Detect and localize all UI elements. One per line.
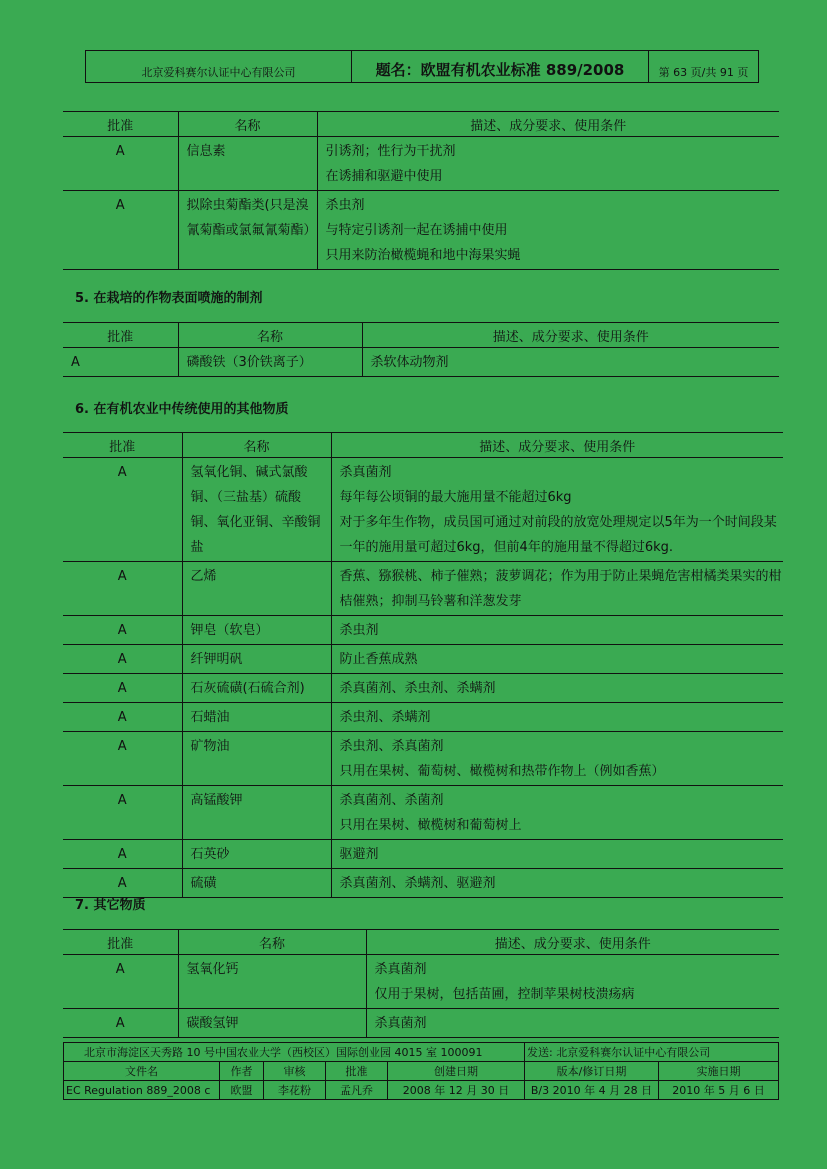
approve-cell: A [63,458,182,562]
approve-cell: A [63,645,182,674]
approve-cell: A [63,840,182,869]
desc-cell [331,562,783,616]
name-cell: 磷酸铁（3价铁离子） [178,348,362,377]
col-approve: 批准 [63,433,182,458]
footer-value: 欧盟 [220,1081,264,1100]
name-cell: 纤钾明矾 [182,645,331,674]
desc-line: 只用在果树、橄榄树和葡萄树上 [339,818,522,833]
desc-cell [331,645,783,674]
desc-line: 杀真菌剂 [374,1016,427,1031]
footer-head: 作者 [220,1062,264,1081]
col-desc: 描述、成分要求、使用条件 [362,323,779,348]
footer-head: 版本/修订日期 [525,1062,659,1081]
desc-line: 驱避剂 [339,847,379,862]
section-6-title: 6. 在有机农业中传统使用的其他物质 [75,402,289,417]
col-approve: 批准 [63,112,178,137]
name-cell: 石灰硫磺(石硫合剂) [182,674,331,703]
table-row [63,348,779,377]
desc-cell [331,703,783,732]
table-row [63,786,783,840]
approve-cell: A [63,955,178,1009]
desc-cell [317,191,779,270]
name-cell: 钾皂（软皂） [182,616,331,645]
name-cell: 石英砂 [182,840,331,869]
desc-cell [331,616,783,645]
footer-value: 李花粉 [264,1081,326,1100]
name-cell: 高锰酸钾 [182,786,331,840]
page-footer [63,1042,779,1100]
table-row [63,458,783,562]
desc-line: 只用在果树、葡萄树、橄榄树和热带作物上（例如香蕉） [339,764,665,779]
footer-head: 审核 [264,1062,326,1081]
name-cell: 矿物油 [182,732,331,786]
table-5 [63,322,779,377]
desc-line: 杀真菌剂、杀菌剂 [339,793,444,808]
desc-line: 对于多年生作物，成员国可通过对前段的放宽处理规定以5年为一个时间段某一年的施用量可超过6kg，但前4年的施用量不得超过6kg. [339,515,777,555]
section-7-title: 7. 其它物质 [75,898,146,913]
header-page-number: 第 63 页/共 91 页 [649,51,759,83]
name-cell: 乙烯 [182,562,331,616]
desc-cell [362,348,779,377]
table-7 [63,929,779,1038]
desc-cell [331,674,783,703]
footer-send: 发送: 北京爱科赛尔认证中心有限公司 [525,1043,779,1062]
approve-cell: A [63,674,182,703]
table-row [63,137,779,191]
name-cell: 石蜡油 [182,703,331,732]
name-cell: 拟除虫菊酯类(只是溴氰菊酯或氯氟氰菊酯） [178,191,317,270]
desc-line: 香蕉、猕猴桃、柿子催熟；菠萝调花；作为用于防止果蝇危害柑橘类果实的柑桔催熟；抑制马铃薯和洋葱发芽 [339,569,782,609]
desc-line: 杀真菌剂、杀螨剂、驱避剂 [339,876,496,891]
approve-cell: A [63,562,182,616]
approve-cell: A [63,732,182,786]
table-row [63,732,783,786]
desc-line: 只用来防治橄榄蝇和地中海果实蝇 [325,248,521,263]
footer-value: 2008 年 12 月 30 日 [388,1081,525,1100]
table-row [63,674,783,703]
footer-head: 实施日期 [659,1062,779,1081]
col-name: 名称 [178,323,362,348]
col-desc: 描述、成分要求、使用条件 [331,433,783,458]
desc-cell [366,955,779,1009]
footer-head: 文件名 [64,1062,220,1081]
col-name: 名称 [178,930,366,955]
desc-cell [317,137,779,191]
name-cell: 硫磺 [182,869,331,898]
desc-line: 在诱捕和驱避中使用 [325,169,443,184]
approve-cell: A [63,348,178,377]
col-approve: 批准 [63,323,178,348]
name-cell: 碳酸氢钾 [178,1009,366,1038]
page-header [85,50,759,83]
footer-value: 孟凡乔 [326,1081,388,1100]
table-row [63,703,783,732]
desc-line: 杀软体动物剂 [370,355,449,370]
desc-line: 杀虫剂 [325,198,365,213]
desc-cell [331,840,783,869]
footer-address: 北京市海淀区天秀路 10 号中国农业大学（西校区）国际创业园 4015 室 100091 [64,1043,525,1062]
footer-value: B/3 2010 年 4 月 28 日 [525,1081,659,1100]
table-row [63,616,783,645]
desc-line: 引诱剂；性行为干扰剂 [325,144,456,159]
desc-line: 仅用于果树，包括苗圃，控制苹果树枝溃疡病 [374,987,635,1002]
approve-cell: A [63,616,182,645]
table-row [63,840,783,869]
footer-head: 创建日期 [388,1062,525,1081]
col-name: 名称 [182,433,331,458]
desc-line: 每年每公顷铜的最大施用量不能超过6kg [339,490,572,505]
name-cell: 氢氧化铜、碱式氯酸铜、（三盐基）硫酸铜、氧化亚铜、辛酸铜盐 [182,458,331,562]
footer-value: EC Regulation 889_2008 c [64,1081,220,1100]
approve-cell: A [63,786,182,840]
table-row [63,1009,779,1038]
col-desc: 描述、成分要求、使用条件 [366,930,779,955]
footer-value: 2010 年 5 月 6 日 [659,1081,779,1100]
name-cell: 信息素 [178,137,317,191]
section-5-title: 5. 在栽培的作物表面喷施的制剂 [75,291,263,306]
table-row [63,562,783,616]
desc-line: 杀虫剂 [339,623,379,638]
desc-cell [331,786,783,840]
desc-cell [331,869,783,898]
approve-cell: A [63,137,178,191]
col-name: 名称 [178,112,317,137]
desc-line: 杀真菌剂 [374,962,427,977]
table-6 [63,432,783,898]
table-row [63,191,779,270]
table-row [63,645,783,674]
footer-head: 批准 [326,1062,388,1081]
approve-cell: A [63,869,182,898]
table-row [63,955,779,1009]
desc-cell [366,1009,779,1038]
col-approve: 批准 [63,930,178,955]
approve-cell: A [63,1009,178,1038]
desc-line: 杀虫剂、杀真菌剂 [339,739,444,754]
name-cell: 氢氧化钙 [178,955,366,1009]
col-desc: 描述、成分要求、使用条件 [317,112,779,137]
table-row [63,869,783,898]
approve-cell: A [63,191,178,270]
desc-cell [331,458,783,562]
header-company: 北京爱科赛尔认证中心有限公司 [86,51,352,83]
approve-cell: A [63,703,182,732]
desc-line: 杀真菌剂、杀虫剂、杀螨剂 [339,681,496,696]
table-1 [63,111,779,270]
desc-line: 杀真菌剂 [339,465,392,480]
header-title: 题名：欧盟有机农业标准 889/2008 [352,51,649,83]
desc-line: 防止香蕉成熟 [339,652,418,667]
desc-line: 与特定引诱剂一起在诱捕中使用 [325,223,508,238]
desc-cell [331,732,783,786]
desc-line: 杀虫剂、杀螨剂 [339,710,431,725]
